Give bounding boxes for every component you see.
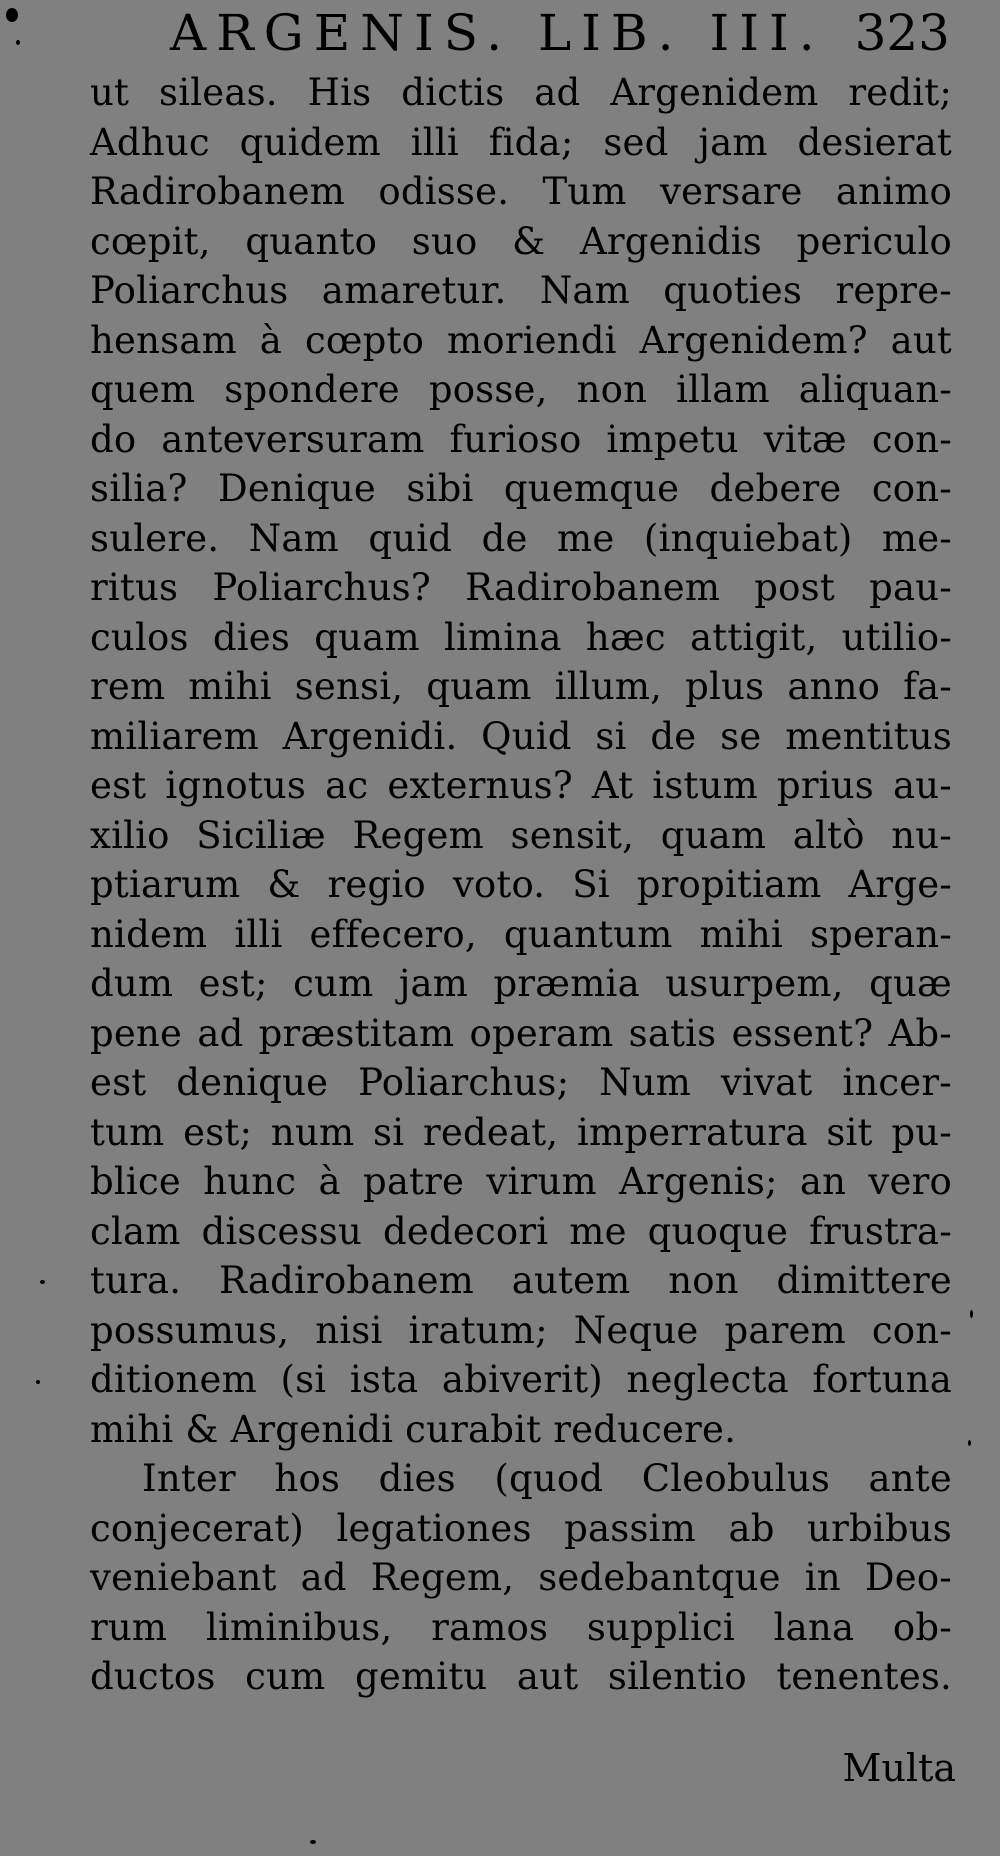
text-line: do anteversuram furioso impetu vitæ con- [90,417,952,461]
text-line: pene ad præstitam operam satis essent? Ab- [90,1011,952,1055]
text-line: est ignotus ac externus? At istum prius au- [90,764,952,807]
text-line: Radirobanem odisse. Tum versare animo [90,170,952,213]
text-line: silia? Denique sibi quemque debere con- [90,467,952,510]
text-line: miliarem Argenidi. Quid si de se mentitus [90,714,952,758]
text-line: Adhuc quidem illi fida; sed jam desierat [90,120,952,164]
text-line: dum est; cum jam præmia usurpem, quæ [90,962,952,1005]
scan-speck [310,1840,316,1844]
text-line: ut sileas. His dictis ad Argenidem redit; [90,71,952,114]
page-number: 323 [854,4,950,62]
paragraph-last-line: mihi & Argenidi curabit reducere. [90,1407,737,1451]
catchword: Multa [842,1746,956,1790]
text-line: veniebant ad Regem, sedebantque in Deo- [90,1556,952,1599]
scan-speck [16,40,20,45]
text-line: culos dies quam limina hæc attigit, utilio- [90,615,952,659]
scan-speck [968,1440,971,1446]
scan-speck [40,1280,45,1284]
text-line: Poliarchus amaretur. Nam quoties repre- [90,269,952,312]
text-line: ductos cum gemitu aut silentio tenentes. [90,1655,952,1698]
text-line: blice hunc à patre virum Argenis; an vero [90,1160,952,1203]
text-line: tura. Radirobanem autem non dimittere [90,1259,952,1302]
text-line: nidem illi effecero, quantum mihi speran- [90,912,952,956]
text-line: xilio Siciliæ Regem sensit, quam altò nu- [90,813,952,857]
body-text [90,68,952,1702]
text-line: hensam à cœpto moriendi Argenidem? aut [90,318,952,362]
scan-speck [6,8,18,22]
text-line: cœpit, quanto suo & Argenidis periculo [90,219,952,263]
text-line: possumus, nisi iratum; Neque parem con- [90,1308,952,1352]
text-line: clam discessu dedecori me quoque frustra- [90,1209,952,1253]
text-line: conjecerat) legationes passim ab urbibus [90,1506,952,1550]
text-line: ritus Poliarchus? Radirobanem post pau- [90,566,952,609]
text-line: est denique Poliarchus; Num vivat incer- [90,1061,952,1104]
running-head [170,4,950,64]
scan-speck [36,1380,40,1384]
text-line: tum est; num si redeat, imperratura sit pu- [90,1110,952,1154]
text-line: ptiarum & regio voto. Si propitiam Arge- [90,863,952,906]
text-line: rum liminibus, ramos supplici lana ob- [90,1605,952,1649]
paragraph-first-line: Inter hos dies (quod Cleobulus ante [142,1457,952,1500]
scan-speck [970,1310,973,1318]
running-head-title: ARGENIS. LIB. III. [170,4,825,62]
text-line: rem mihi sensi, quam illum, plus anno fa- [90,665,952,708]
text-line: sulere. Nam quid de me (inquiebat) me- [90,516,952,560]
text-line: ditionem (si ista abiverit) neglecta fortuna [90,1358,952,1401]
text-line: quem spondere posse, non illam aliquan- [90,368,952,411]
